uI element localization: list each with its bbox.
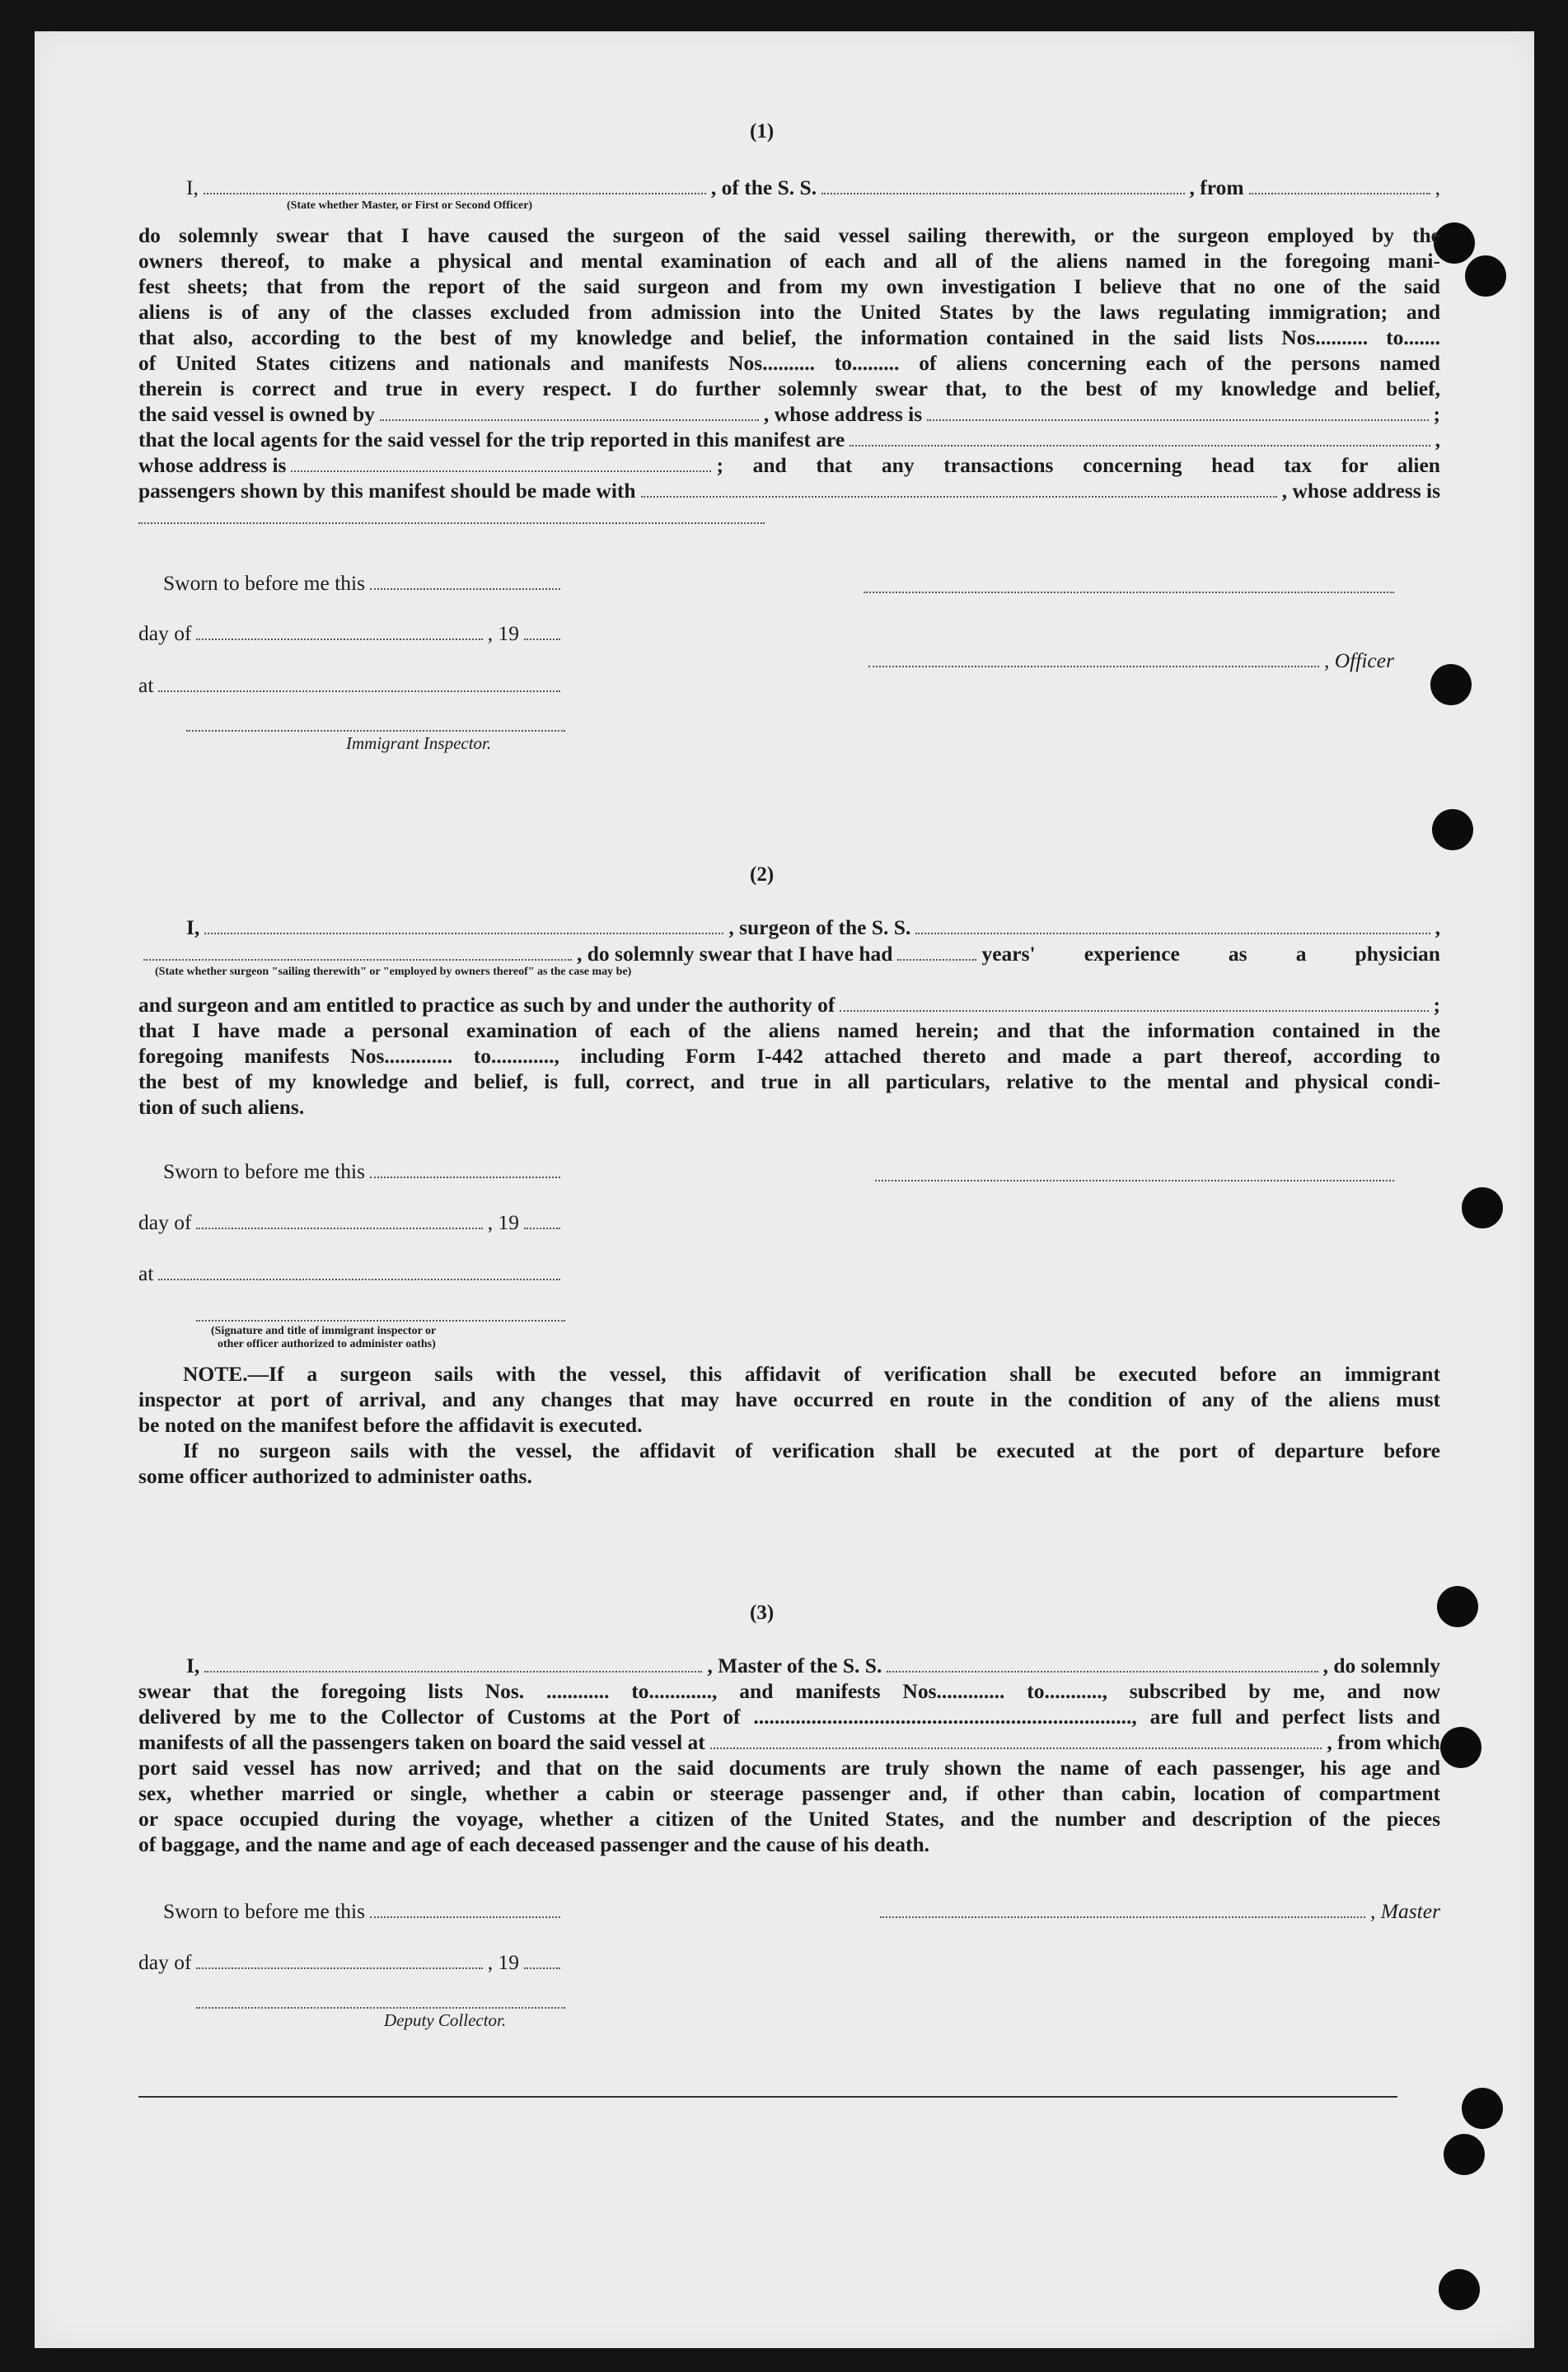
punch-hole <box>1440 1727 1481 1768</box>
s2-sworn: Sworn to before me this <box>163 1158 565 1184</box>
s2-para-last: tion of such aliens. <box>138 1095 305 1119</box>
s1-para-line: that also, according to the best of my knowledge and belief, the information contained in the said lists Nos.......... to....... <box>138 325 1440 349</box>
s1-day: day of , 19 <box>138 620 565 646</box>
punch-hole <box>1437 1586 1478 1627</box>
s3-day: day of , 19 <box>138 1949 565 1975</box>
s1-para-line: of United States citizens and nationals and manifests Nos.......... to......... of aliens concerning each of the persons named <box>138 351 1440 375</box>
s1-whose-line: whose address is ; and that any transactions concerning head tax for alien <box>138 453 1440 477</box>
s2-signature-blank <box>875 1180 1394 1181</box>
s1-owned-line: the said vessel is owned by , whose address is ; <box>138 402 1440 426</box>
s3-manifests-line: manifests of all the passengers taken on board the said vessel at , from which <box>138 1730 1440 1754</box>
form-page <box>35 31 1534 2348</box>
s2-sig-caption-1: (Signature and title of immigrant inspector or <box>211 1325 437 1337</box>
s2-note-line: NOTE.—If a surgeon sails with the vessel, this affidavit of verification shall be executed before an immigrant <box>183 1362 1440 1386</box>
s3-line-master: I, , Master of the S. S. , do solemnly <box>186 1654 1440 1677</box>
section-3-number: (3) <box>750 1602 775 1624</box>
s2-sig-caption-2: other officer authorized to administer oaths) <box>218 1338 436 1350</box>
punch-hole <box>1432 809 1473 850</box>
s3-deputy-blank <box>196 2007 565 2009</box>
s2-authority-line: and surgeon and am entitled to practice as such by and under the authority of ; <box>138 993 1440 1017</box>
s3-para-line: port said vessel has now arrived; and that on the said documents are truly shown the name of each passenger, his age and <box>138 1756 1440 1780</box>
s2-note2-line: If no surgeon sails with the vessel, the affidavit of verification shall be executed at the port of departure before <box>183 1439 1440 1462</box>
s1-sworn: Sworn to before me this <box>163 570 565 596</box>
s1-para-line: fest sheets; that from the report of the said surgeon and from my own investigation I believe that no one of the said <box>138 274 1440 298</box>
punch-hole <box>1439 2269 1480 2310</box>
s2-para-line: foregoing manifests Nos............. to............, including Form I-442 attached thereto and made a part thereof, according to <box>138 1044 1440 1068</box>
s1-line-master: I, , of the S. S. , from , <box>186 175 1440 199</box>
s1-inspector-label: Immigrant Inspector. <box>346 733 492 753</box>
bottom-rule <box>138 2096 1397 2098</box>
s1-officer-note: (State whether Master, or First or Second Officer) <box>287 199 533 212</box>
section-2-number: (2) <box>750 863 775 886</box>
s2-para-line: the best of my knowledge and belief, is full, correct, and true in all particulars, relative to the mental and physical condi- <box>138 1069 1440 1093</box>
punch-hole <box>1462 2088 1503 2129</box>
s1-at: at <box>138 672 565 698</box>
s1-para-line: do solemnly swear that I have caused the surgeon of the said vessel sailing therewith, or the surgeon employed by the <box>138 223 1440 247</box>
punch-hole <box>1430 664 1472 705</box>
s2-line-years: , do solemnly swear that I have had years' experience as a physician <box>138 941 1440 966</box>
s3-para-line: delivered by me to the Collector of Customs at the Port of ........................................................................, are full and perfect lists and <box>138 1705 1440 1729</box>
s1-para-line: therein is correct and true in every respect. I do further solemnly swear that, to the best of my knowledge and belief, <box>138 377 1440 400</box>
s2-surgeon-note: (State whether surgeon "sailing therewith" or "employed by owners thereof" as the case may be) <box>155 966 632 978</box>
s2-at: at <box>138 1261 565 1286</box>
s2-day: day of , 19 <box>138 1209 565 1235</box>
s1-officer-line: , Officer <box>864 648 1394 673</box>
s3-para-line: swear that the foregoing lists Nos. ............ to............, and manifests Nos............. to..........., subscribed by me, and now <box>138 1679 1440 1703</box>
s3-para-last: of baggage, and the name and age of each deceased passenger and the cause of his death. <box>138 1832 930 1856</box>
s1-inspector-blank <box>186 730 565 732</box>
s1-address-blank <box>138 522 765 524</box>
s2-sig-blank <box>196 1320 565 1322</box>
s2-line-surgeon: I, , surgeon of the S. S. , <box>186 915 1440 939</box>
s2-note2-last: some officer authorized to administer oaths. <box>138 1464 532 1488</box>
s1-para-line: owners thereof, to make a physical and mental examination of each and all of the aliens named in the foregoing mani- <box>138 249 1440 273</box>
s1-passengers-line: passengers shown by this manifest should be made with , whose address is <box>138 479 1440 503</box>
punch-hole <box>1465 255 1506 297</box>
s3-para-line: or space occupied during the voyage, whether a citizen of the United States, and the number and description of the pieces <box>138 1807 1440 1831</box>
punch-hole <box>1444 2134 1485 2175</box>
s3-sworn: Sworn to before me this <box>163 1898 565 1924</box>
section-1-number: (1) <box>750 120 775 143</box>
s1-signature-blank <box>864 592 1394 593</box>
s3-deputy-label: Deputy Collector. <box>384 2010 507 2030</box>
s2-note-last: be noted on the manifest before the affidavit is executed. <box>138 1413 643 1437</box>
s3-master-line: , Master <box>875 1898 1440 1924</box>
punch-hole <box>1462 1187 1503 1228</box>
s2-note-line: inspector at port of arrival, and any changes that may have occurred en route in the condition of any of the aliens must <box>138 1387 1440 1411</box>
s1-agents-line: that the local agents for the said vessel for the trip reported in this manifest are , <box>138 428 1440 451</box>
s3-para-line: sex, whether married or single, whether a cabin or steerage passenger and, if other than cabin, location of compartment <box>138 1781 1440 1805</box>
s1-para-line: aliens is of any of the classes excluded from admission into the United States by the laws regulating immigration; and <box>138 300 1440 324</box>
s2-para-line: that I have made a personal examination of each of the aliens named herein; and that the information contained in the <box>138 1018 1440 1042</box>
